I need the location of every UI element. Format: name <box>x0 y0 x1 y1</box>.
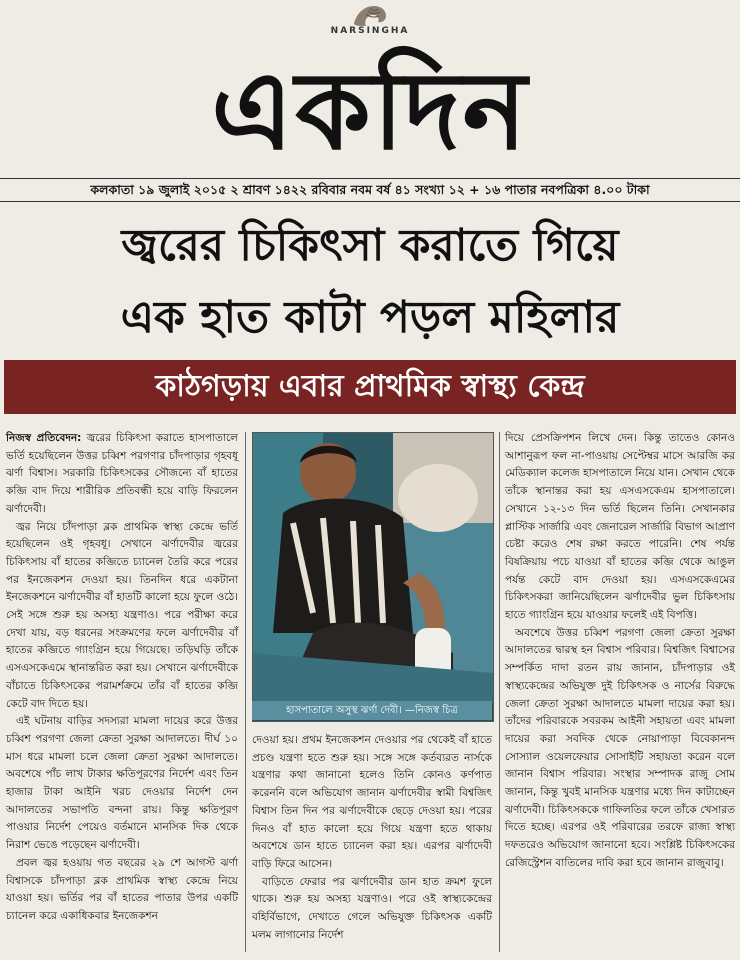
paragraph: দিয়ে প্রেসক্রিপশন লিখে দেন। কিন্তু তাতেও কোনও আশানুরূপ ফল না-পাওয়ায় সেপ্টেম্বর মাসে আরজি কর মেডিক্যাল কলেজ হাসপাতালে নিয়ে যান। সেখান থেকে তাঁকে স্থানান্তর করা হয় এসএসকেএম হাসপাতালে। সেখানে ১২-১৩ দিন ভর্তি ছিলেন তিনি। সেখানকার প্লাস্টিক সার্জারি এবং জেনারেল সার্জারি বিভাগ আপ্রাণ চেষ্টা করেও শেষ রক্ষা করতে পারেনি। শেষ পর্যন্ত বিষক্রিয়ায় পচে যাওয়া বাঁ হাতের কব্জি থেকে আঙুল পর্যন্ত কেটে বাদ দেওয়া হয়। এসএসকেএমের চিকিৎসকরা জানিয়েছিলেন ঝর্ণাদেবীর ভুল চিকিৎসায় হাতে গ্যাংগ্রিন হয়ে যাওয়ার ফলেই এই বিপত্তি। <box>505 432 735 622</box>
paragraph: জ্বর নিয়ে চাঁদপাড়া ব্লক প্রাথমিক স্বাস্থ্য কেন্দ্রে ভর্তি হয়েছিলেন ওই গৃহবধূ। সেখানে ঝর্ণাদেবীর জ্বরের চিকিৎসায় বাঁ হাতের কব্জিতে চ্যানেল তৈরি করে পরের পর ইনজেকশন দেওয়া হয়। তিনদিন ধরে একটানা ইনজেকশনে ঝর্ণাদেবীর বাঁ হাতটি কালো হয়ে ফুলে ওঠে। সেই সঙ্গে শুরু হয় অসহ্য যন্ত্রণাও। পরে পরীক্ষা করে দেখা যায়, বড় ধরনের সংক্রমণের ফলে ঝর্ণাদেবীর বাঁ হাতের কব্জিতে গ্যাংগ্রিন হয়ে গিয়েছে। তড়িঘড়ি তাঁকে এসএসকেএমে স্থানান্তরিত করা হয়। সেখানে ঝর্ণাদেবীকে বাঁচাতে চিকিৎসকের পরামর্শক্রমে তাঁর বাঁ হাতের কব্জি কেটে বাদ দিতে হয়। <box>6 520 238 710</box>
lion-logo-icon <box>350 2 390 28</box>
column-divider <box>245 432 246 952</box>
column-divider <box>499 432 500 952</box>
dateline: কলকাতা ১৯ জুলাই ২০১৫ ২ শ্রাবণ ১৪২২ রবিবার নবম বর্ষ ৪১ সংখ্যা ১২ + ১৬ পাতার নবপত্রিকা ৪.০০ টাকা <box>0 178 740 202</box>
article-column-3 <box>505 430 735 956</box>
logo-text: NARSINGHA <box>330 26 410 36</box>
paragraph: বাড়িতে ফেরার পর ঝর্ণাদেবীর ডান হাত ক্রমশ ফুলে থাকে। শুরু হয় অসহ্য যন্ত্রণাও। পরে ওই স্বাস্থ্যকেন্দ্রের বহির্বিভাগে, দেখাতে গেলে অভিযুক্ত চিকিৎসক একটি মলম লাগানোর নির্দেশ <box>252 875 492 941</box>
brand-logo <box>325 2 415 42</box>
paragraph: দেওয়া হয়। প্রথম ইনজেকশন দেওয়ার পর থেকেই বাঁ হাতে প্রচণ্ড যন্ত্রণা হতে শুরু হয়। সঙ্গে সঙ্গে কর্তব্যরত নার্সকে যন্ত্রণার কথা জানানো হলেও তিনি কোনও কর্ণপাত করেননি বলে অভিযোগ জানান ঝর্ণাদেবীর স্বামী বিশ্বজিৎ বিশ্বাস তিন দিন পর ঝর্ণাদেবীকে ছেড়ে দেওয়া হয়। পরের দিনও বাঁ হাত কালো হয়ে গিয়ে যন্ত্রণা হতে থাকায় অবশেষে ডান হাতে চ্যানেল করা হয়। এরপর ঝর্ণাদেবী বাড়ি ফিরে আসেন। <box>252 734 492 870</box>
headline-line-1: জ্বরের চিকিৎসা করাতে গিয়ে <box>121 220 619 271</box>
article-column-1 <box>6 430 238 956</box>
paragraph-text: জ্বরের চিকিৎসা করাতে হাসপাতালে ভর্তি হয়েছিলেন উত্তর চব্বিশ পরগণার চাঁদপাড়ার গৃহবধূ ঝর্ণা বিশ্বাস। সরকারি চিকিৎসকের সৌজন্যে বাঁ হাতের কব্জি বাদ দিয়ে শারীরিক প্রতিবন্ধী হয়ে বাড়ি ফিরলেন ঝর্ণাদেবী। <box>6 432 238 515</box>
subheadline-banner: কাঠগড়ায় এবার প্রাথমিক স্বাস্থ্য কেন্দ্র <box>4 360 736 414</box>
photo-caption: হাসপাতালে অসুস্থ ঝর্ণা দেবী। —নিজস্ব চিত্র <box>252 701 492 720</box>
paragraph: অবশেষে উত্তর চব্বিশ পরগণা জেলা ক্রেতা সুরক্ষা আদালতের দ্বারস্থ হন বিশ্বাস পরিবার। বিশ্বজিৎ বিশ্বাসের সম্পর্কিত দাদা রতন রায় জানান, চাঁদপাড়ার ওই স্বাস্থ্যকেন্দ্রের অভিযুক্ত দুই চিকিৎসক ও নার্সের বিরুদ্ধে জেলা ক্রেতা সুরক্ষা আদালতে মামলা দায়ের করা হয়। তাঁদের পরিবারকে সবরকম আইনী সহায়তা এবং মামলা দায়ের করা সবদিক থেকে নোয়াপাড়া বিবেকানন্দ সোস্যাল ওয়েলফেয়ার সোসাইটি সহায়তা করেন বলে জানান বিশ্বাস পরিবার। সংস্থার সম্পাদক রাজু সোম জানান, কিন্তু খুবই মানসিক যন্ত্রণার মধ্যে দিন কাটাচ্ছেন ঝর্ণাদেবী। চিকিৎসককে গাফিলতির ফলে তাঁকে খেসারত দিতে হচ্ছে। এরপর ওই পরিবারের তরফে রাজ্য স্বাস্থ্য দফতরেও অভিযোগ জানানো হবে। সংশ্লিষ্ট চিকিৎসকের রেজিস্ট্রেশন বাতিলের দাবি করা হবে জানান রাজুবাবু। <box>505 626 735 869</box>
news-photo <box>252 432 494 722</box>
masthead <box>0 42 740 178</box>
newspaper-title: একদিন <box>211 49 529 174</box>
patient-photo-illustration <box>253 433 493 703</box>
paragraph <box>6 430 238 519</box>
paragraph: এই ঘটনায় বাড়ির সদস্যরা মামলা দায়ের করে উত্তর চব্বিশ পরগণা জেলা ক্রেতা সুরক্ষা আদালতে। দীর্ঘ ১০ মাস ধরে মামলা চলে জেলা ক্রেতা সুরক্ষা আদালতে। অবশেষে পাঁচ লাখ টাকার ক্ষতিপূরণের নির্দেশ এবং তিন হাজার টাকা আইনি খরচ দেওয়ার নির্দেশ দেন আদালতের সভাপতি বন্দনা রায়। কিন্তু ক্ষতিপূরণ পাওয়ার নির্দেশ পেয়েও বর্তমানে মানসিক দিক থেকে নিরাশ ভেঙে পড়েছেন ঝর্ণাদেবী। <box>6 715 238 852</box>
headline-line-2: এক হাত কাটা পড়ল মহিলার <box>120 292 620 343</box>
byline: নিজস্ব প্রতিবেদন: <box>6 432 82 444</box>
paragraph: প্রবল জ্বর হওয়ায় গত বছরের ২৯ শে আগস্ট ঝর্ণা বিশ্বাসকে চাঁদপাড়া ব্লক প্রাথমিক স্বাস্থ্য কেন্দ্রে নিয়ে যাওয়া হয়। ভর্তির পর বাঁ হাতের পাতার উপর একটি চ্যানেল করে একাধিকবার ইনজেকশন <box>6 856 238 922</box>
article-column-2 <box>252 732 492 956</box>
